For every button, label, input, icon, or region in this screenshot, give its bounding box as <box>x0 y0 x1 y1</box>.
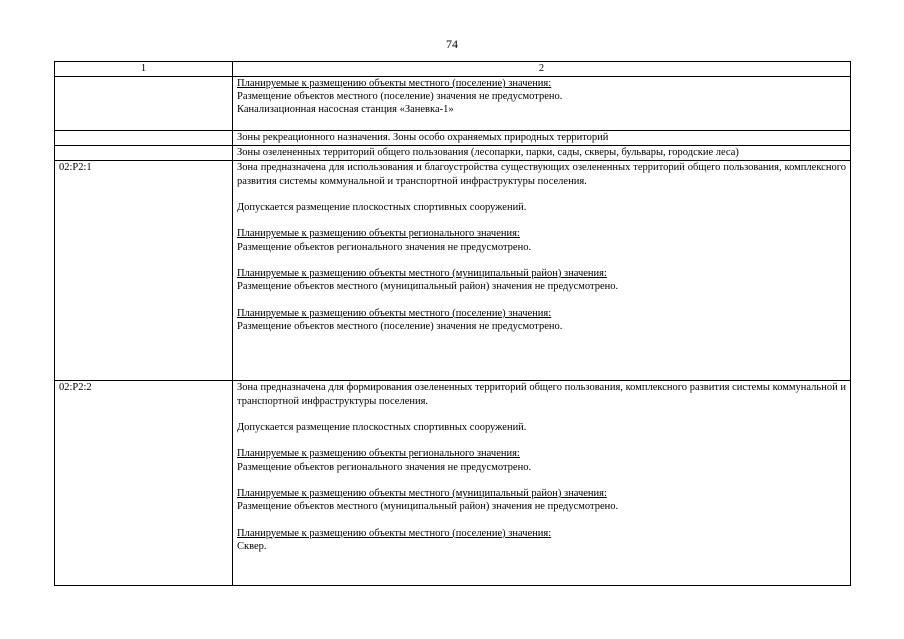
description-cell <box>233 161 851 381</box>
table-row <box>55 146 851 161</box>
local-objects-text: Размещение объектов местного (поселение) значения не предусмотрено. <box>237 91 563 103</box>
zone-subcategory-title: Зоны озелененных территорий общего пользования (лесопарки, парки, сады, скверы, бульвары, городские леса) <box>233 146 851 161</box>
zone-category-title: Зоны рекреационного назначения. Зоны особо охраняемых природных территорий <box>233 131 851 146</box>
zone-code-cell <box>55 131 233 146</box>
allowed-uses-text: Допускается размещение плоскостных спортивных сооружений. <box>237 422 527 433</box>
zone-code-cell <box>55 77 233 131</box>
local-objects-text: Сквер. <box>237 540 267 552</box>
description-cell <box>233 381 851 586</box>
page-number: 74 <box>446 37 458 51</box>
local-objects-heading: Планируемые к размещению объекты местного (поселение) значения: <box>237 527 552 539</box>
table-row <box>55 381 851 586</box>
zone-purpose-text: Зона предназначена для использования и благоустройства существующих озелененных территорий общего пользования, комплексного развития системы коммунальной и транспортной инфраструктуры поселения. <box>237 162 846 187</box>
description-cell <box>233 77 851 131</box>
pump-station-text: Канализационная насосная станция «Заневка-1» <box>237 104 454 116</box>
table-row <box>55 131 851 146</box>
table-header-row <box>55 62 851 77</box>
local-objects-heading: Планируемые к размещению объекты местного (поселение) значения: <box>237 78 552 89</box>
local-objects-heading: Планируемые к размещению объекты местного (поселение) значения: <box>237 307 552 319</box>
table-row <box>55 77 851 131</box>
regional-objects-text: Размещение объектов регионального значения не предусмотрено. <box>237 241 532 253</box>
municipal-objects-heading: Планируемые к размещению объекты местного (муниципальный район) значения: <box>237 487 607 499</box>
zone-purpose-text: Зона предназначена для формирования озелененных территорий общего пользования, комплексного развития системы коммунальной и транспортной инфраструктуры поселения. <box>237 382 846 407</box>
column-header-1: 1 <box>55 62 233 77</box>
municipal-objects-text: Размещение объектов местного (муниципальный район) значения не предусмотрено. <box>237 281 619 293</box>
regional-objects-text: Размещение объектов регионального значения не предусмотрено. <box>237 461 532 473</box>
municipal-objects-text: Размещение объектов местного (муниципальный район) значения не предусмотрено. <box>237 501 619 513</box>
column-header-2: 2 <box>233 62 851 77</box>
zone-code-cell: 02:Р2:2 <box>55 381 233 586</box>
regional-objects-heading: Планируемые к размещению объекты регионального значения: <box>237 228 520 240</box>
municipal-objects-heading: Планируемые к размещению объекты местного (муниципальный район) значения: <box>237 267 607 279</box>
zone-code-cell: 02:Р2:1 <box>55 161 233 381</box>
zone-code-cell <box>55 146 233 161</box>
regional-objects-heading: Планируемые к размещению объекты регионального значения: <box>237 448 520 460</box>
table-row <box>55 161 851 381</box>
local-objects-text: Размещение объектов местного (поселение) значения не предусмотрено. <box>237 320 563 332</box>
zoning-table <box>54 61 851 586</box>
allowed-uses-text: Допускается размещение плоскостных спортивных сооружений. <box>237 202 527 213</box>
